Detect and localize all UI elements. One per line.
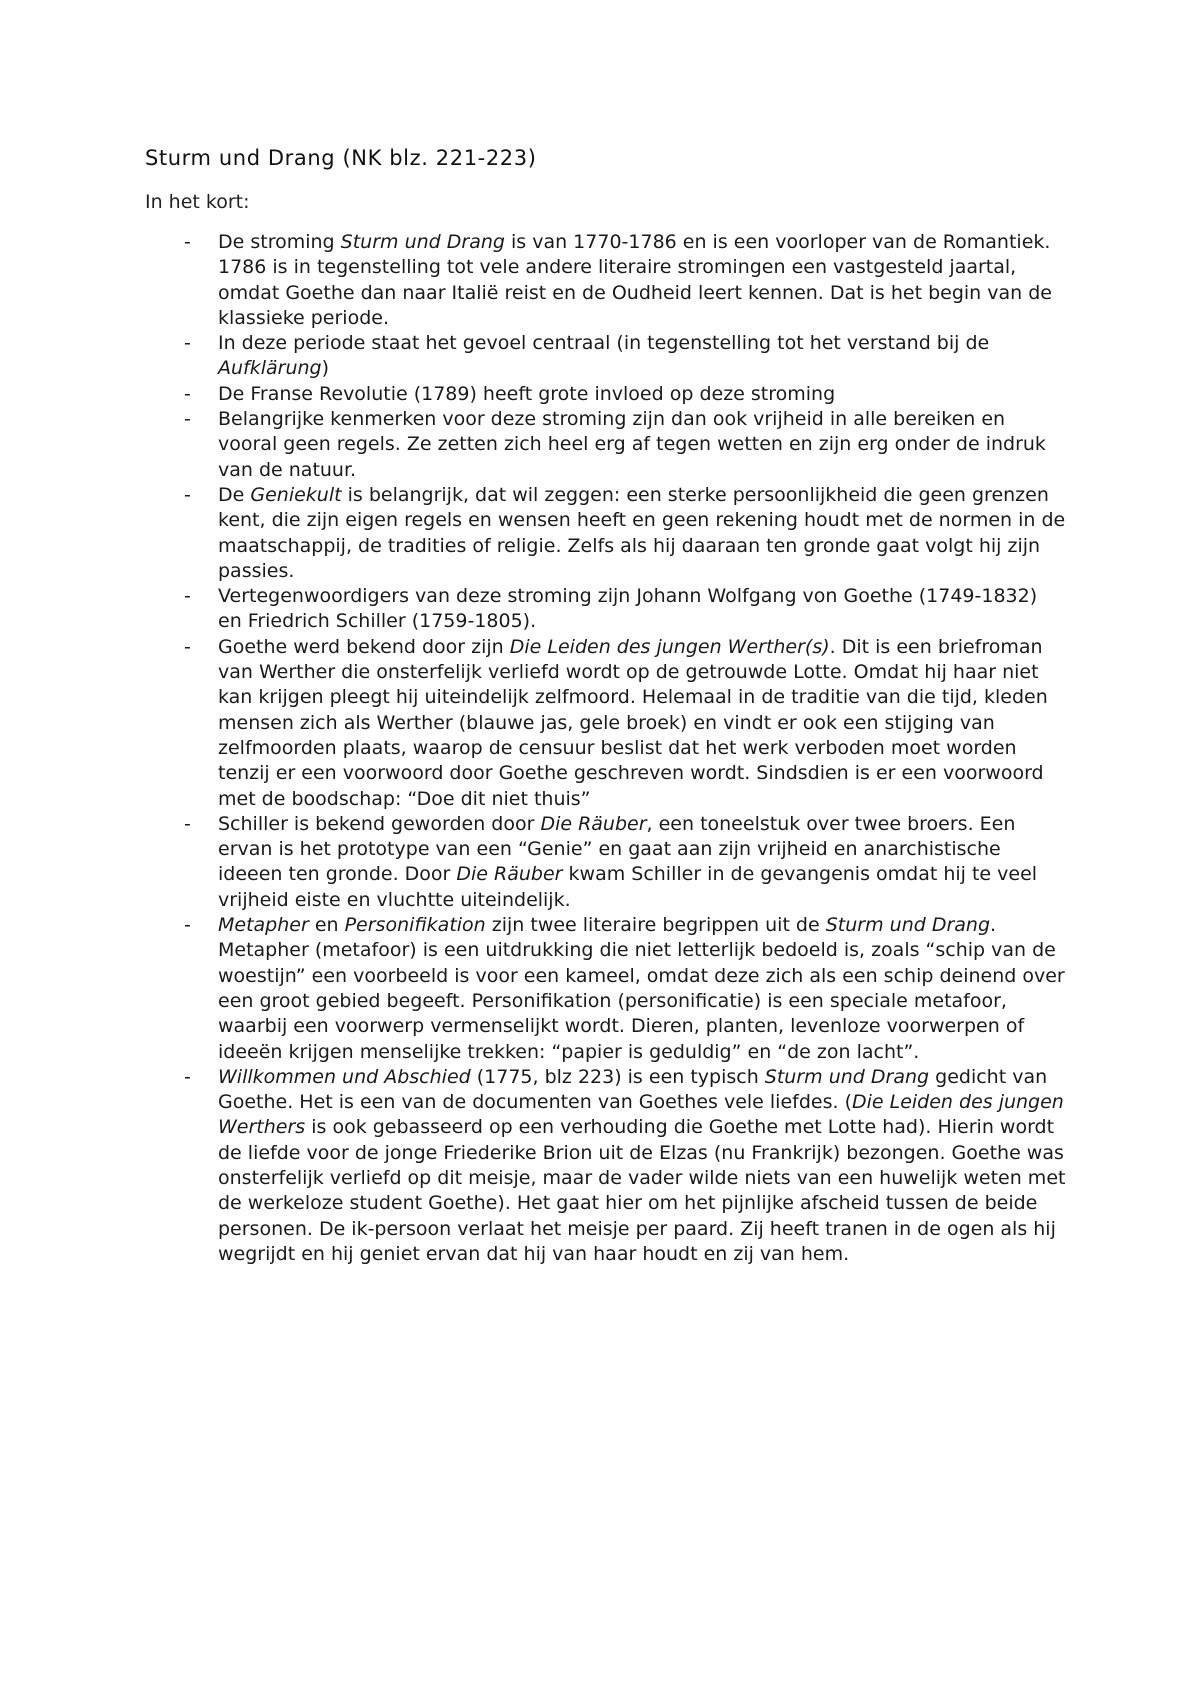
italic-term: Die Leiden des jungen Werther(s) bbox=[509, 635, 830, 658]
list-item bbox=[0, 407, 1066, 483]
text-run: De Franse Revolutie (1789) heeft grote invloed op deze stroming bbox=[218, 382, 836, 405]
text-run: (1775, blz 223) is een typisch bbox=[470, 1065, 765, 1088]
text-run: In deze periode staat het gevoel centraal (in tegenstelling tot het verstand bij de bbox=[218, 332, 990, 355]
italic-term: Die Räuber bbox=[456, 863, 563, 886]
text-run: gedicht van Goethe. Het is een van de documenten van Goethes vele liefdes. ( bbox=[218, 1065, 1048, 1114]
text-run: zijn twee literaire begrippen uit de bbox=[485, 914, 826, 937]
text-run: Goethe werd bekend door zijn bbox=[218, 635, 510, 658]
text-run: kwam Schiller in de gevangenis omdat hij te veel vrijheid eiste en vluchtte uiteindelijk. bbox=[218, 863, 1038, 911]
list-item bbox=[0, 913, 1066, 1065]
bullet-text bbox=[218, 914, 1065, 1062]
italic-term: Sturm und Drang bbox=[764, 1065, 930, 1088]
text-run: Belangrijke kenmerken voor deze stroming zijn dan ook vrijheid in alle bereiken en vooral geen regels. Ze zetten zich heel erg af tegen wetten en zijn erg onder de indruk van de natuur. bbox=[218, 408, 1046, 481]
bullet-text bbox=[218, 383, 835, 405]
list-item bbox=[0, 230, 1066, 331]
bullet-dash: - bbox=[184, 408, 191, 431]
text-run: De bbox=[218, 483, 251, 506]
italic-term: Die Leiden des jungen Werthers bbox=[218, 1091, 1064, 1139]
italic-term: Geniekult bbox=[250, 483, 342, 506]
list-item bbox=[0, 483, 1066, 584]
bullet-text bbox=[218, 585, 1037, 632]
bullet-text bbox=[218, 636, 1048, 810]
bullet-text bbox=[218, 231, 1052, 329]
text-run: is belangrijk, dat wil zeggen: een sterke persoonlijkheid die geen grenzen kent, die zijn eigen regels en wensen heeft en geen rekening houdt met de normen in de maatschappij, de tradities of religie. Zelfs als hij daaraan ten gronde gaat volgt hij zijn passies. bbox=[218, 483, 1066, 582]
bullet-text bbox=[218, 332, 989, 379]
bullet-text bbox=[218, 1066, 1065, 1265]
italic-term: Aufklärung bbox=[218, 357, 322, 380]
italic-term: Willkommen und Abschied bbox=[218, 1065, 471, 1088]
text-run: . Metapher (metafoor) is een uitdrukking die niet letterlijk bedoeld is, zoals “schip van de woestijn” een voorbeeld is voor een kameel, omdat deze zich als een schip deinend over een groot gebied begeeft. Personifikation (personificatie) is een speciale metafoor, waarbij een voorwerp vermenselijkt wordt. Dieren, planten, levenloze voorwerpen of ideeën krijgen menselijke trekken: “papier is geduldig” en “de zon lacht”. bbox=[218, 914, 1065, 1063]
bullet-dash: - bbox=[184, 585, 191, 608]
text-run: ) bbox=[321, 357, 330, 380]
bullet-dash: - bbox=[184, 812, 191, 835]
text-run: . Dit is een briefroman van Werther die onsterfelijk verliefd wordt op de getrouwde Lotte. Omdat hij haar niet kan krijgen pleegt hij uiteindelijk zelfmoord. Helemaal in de traditie van die tijd, kleden mensen zich als Werther (blauwe jas, gele broek) en vindt er ook een stijging van zelfmoorden plaats, waarop de censuur beslist dat het werk verboden moet worden tenzij er een voorwoord door Goethe geschreven wordt. Sindsdien is er een voorwoord met de boodschap: “Doe dit niet thuis” bbox=[218, 635, 1048, 810]
italic-term: Sturm und Drang bbox=[825, 914, 991, 937]
bullet-dash: - bbox=[184, 483, 191, 506]
list-item bbox=[0, 331, 1066, 382]
document-title: Sturm und Drang (NK blz. 221-223) bbox=[145, 146, 537, 170]
text-run: Vertegenwoordigers van deze stroming zijn Johann Wolfgang von Goethe (1749-1832) en Friedrich Schiller (1759-1805). bbox=[218, 585, 1038, 633]
text-run: , een toneelstuk over twee broers. Een ervan is het prototype van een “Genie” en gaat aan zijn vrijheid en anarchistische ideeen ten gronde. Door bbox=[218, 812, 1016, 886]
bullet-dash: - bbox=[184, 635, 191, 658]
bullet-dash: - bbox=[184, 1065, 191, 1088]
bullet-dash: - bbox=[184, 231, 191, 253]
list-item bbox=[0, 1065, 1066, 1267]
list-item bbox=[0, 635, 1066, 812]
italic-term: Sturm und Drang bbox=[340, 231, 505, 253]
text-run: is ook gebasseerd op een verhouding die Goethe met Lotte had). Hierin wordt de liefde voor de jonge Friederike Brion uit de Elzas (nu Frankrijk) bezongen. Goethe was onsterfelijk verliefd op dit meisje, maar de vader wilde niets van een huwelijk weten met de werkeloze student Goethe). Het gaat hier om het pijnlijke afscheid tussen de beide personen. De ik-persoon verlaat het meisje per paard. Zij heeft tranen in de ogen als hij wegrijdt en hij geniet ervan dat hij van haar houdt en zij van hem. bbox=[218, 1116, 1066, 1265]
bullet-text bbox=[218, 484, 1065, 582]
bullet-dash: - bbox=[184, 914, 191, 937]
bullet-text bbox=[218, 813, 1037, 911]
italic-term: Metapher bbox=[218, 914, 309, 937]
italic-term: Die Räuber bbox=[540, 812, 647, 835]
text-run: De stroming bbox=[218, 231, 341, 253]
text-run: en bbox=[308, 914, 345, 937]
list-item bbox=[0, 382, 1066, 407]
text-run: is van 1770-1786 en is een voorloper van de Romantiek. 1786 is in tegenstelling tot vele andere literaire stromingen een vastgesteld jaartal, omdat Goethe dan naar Italië reist en de Oudheid leert kennen. Dat is het begin van de klassieke periode. bbox=[218, 231, 1052, 329]
bullet-dash: - bbox=[184, 382, 191, 405]
italic-term: Personifikation bbox=[344, 914, 486, 937]
bullet-text bbox=[218, 408, 1046, 481]
text-run: Schiller is bekend geworden door bbox=[218, 812, 541, 835]
list-item bbox=[0, 584, 1066, 635]
intro-text: In het kort: bbox=[145, 191, 250, 213]
bullet-list bbox=[0, 230, 1200, 1267]
list-item bbox=[0, 812, 1066, 913]
bullet-dash: - bbox=[184, 332, 191, 355]
